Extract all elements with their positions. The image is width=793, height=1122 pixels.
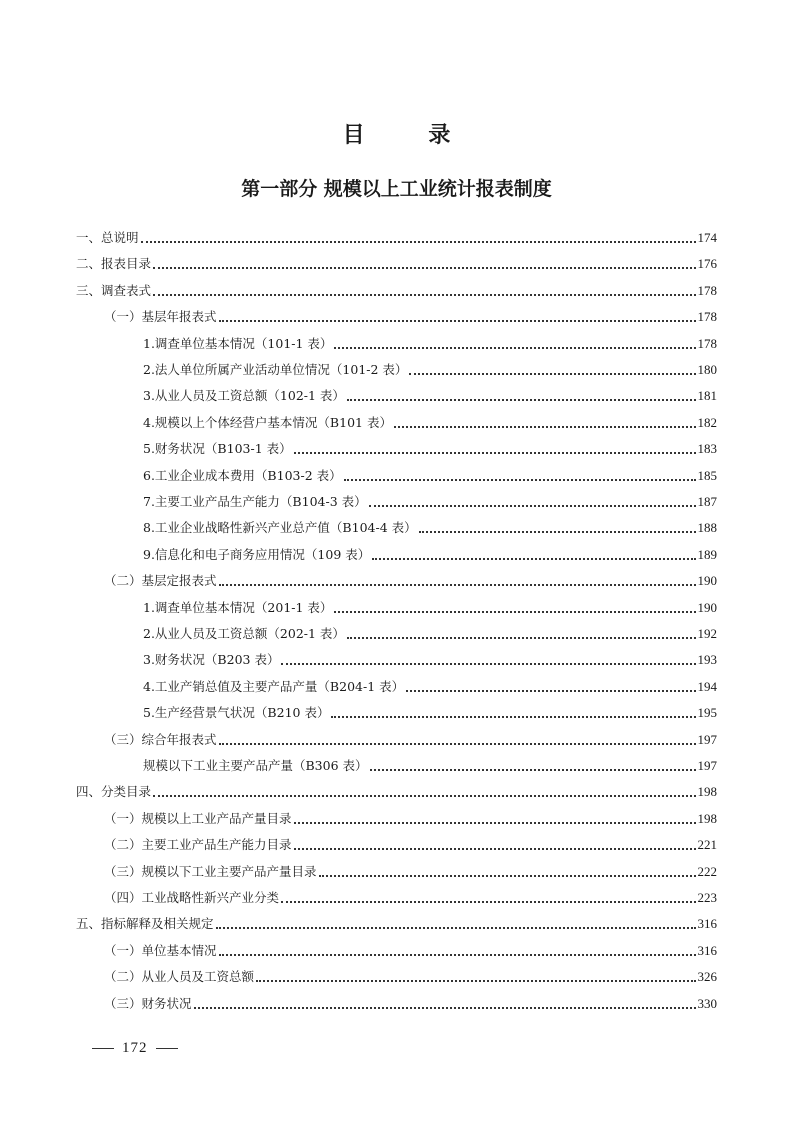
- toc-entry-label: （二）主要工业产品生产能力目录: [104, 837, 292, 853]
- toc-entry-page: 197: [697, 731, 717, 747]
- toc-leader-dots: [419, 531, 696, 533]
- toc-leader-dots: [219, 320, 696, 322]
- toc-entry[interactable]: [143, 677, 717, 697]
- toc-entry-page: 190: [697, 573, 717, 589]
- toc-entry[interactable]: [104, 571, 717, 591]
- toc-entry-page: 198: [697, 784, 717, 800]
- toc-leader-dots: [347, 399, 696, 401]
- toc-entry-page: 189: [697, 546, 717, 562]
- toc-entry-page: 198: [697, 810, 717, 826]
- page-title: 目 录: [342, 123, 479, 148]
- toc-entry-label: （二）基层定报表式: [104, 573, 217, 589]
- toc-leader-dots: [294, 452, 696, 454]
- toc-entry-page: 193: [697, 652, 717, 668]
- toc-entry-label: 9.信息化和电子商务应用情况（109 表）: [143, 546, 371, 562]
- toc-entry-page: 326: [697, 969, 717, 985]
- toc-entry[interactable]: [143, 492, 717, 512]
- toc-entry-page: 222: [697, 863, 717, 879]
- toc-entry-label: 3.财务状况（B203 表）: [143, 652, 280, 668]
- page-number: 172: [122, 1040, 148, 1056]
- toc-leader-dots: [372, 558, 695, 560]
- toc-entry-label: 1.调查单位基本情况（101-1 表）: [143, 335, 333, 351]
- toc-leader-dots: [344, 479, 696, 481]
- toc-leader-dots: [256, 980, 695, 982]
- toc-entry-label: 规模以下工业主要产品产量（B306 表）: [143, 758, 368, 773]
- toc-entry-page: 316: [697, 942, 717, 958]
- footer-dash-right: [156, 1048, 178, 1049]
- toc-leader-dots: [294, 822, 696, 824]
- toc-entry[interactable]: [143, 466, 717, 486]
- toc-leader-dots: [394, 426, 696, 428]
- toc-entry-page: 190: [697, 599, 717, 615]
- toc-leader-dots: [153, 795, 695, 797]
- toc-entry-page: 188: [697, 520, 717, 536]
- toc-entry[interactable]: [143, 518, 717, 538]
- toc-entry[interactable]: [104, 730, 717, 750]
- toc-entry-page: 183: [697, 441, 717, 457]
- toc-entry[interactable]: [143, 413, 717, 433]
- toc-entry[interactable]: [143, 598, 717, 618]
- part-title: 第一部分 规模以上工业统计报表制度: [241, 178, 552, 200]
- toc-entry[interactable]: [104, 307, 717, 327]
- toc-leader-dots: [219, 584, 696, 586]
- toc-entry-page: 180: [697, 362, 717, 377]
- toc-entry-label: （三）规模以下工业主要产品产量目录: [104, 863, 317, 879]
- toc-entry[interactable]: [143, 334, 717, 354]
- toc-entry-label: 5.生产经营景气状况（B210 表）: [143, 705, 330, 721]
- toc-leader-dots: [281, 663, 695, 665]
- page-footer: [84, 1040, 186, 1057]
- toc-entry-label: 4.工业产销总值及主要产品产量（B204-1 表）: [143, 678, 405, 694]
- toc-leader-dots: [369, 505, 696, 507]
- toc-entry[interactable]: [104, 994, 717, 1014]
- toc-entry-label: （三）综合年报表式: [104, 731, 217, 747]
- toc-leader-dots: [294, 848, 696, 850]
- toc-leader-dots: [219, 954, 696, 956]
- toc-entry-label: 2.从业人员及工资总额（202-1 表）: [143, 626, 345, 641]
- toc-entry-page: 174: [697, 230, 717, 245]
- toc-leader-dots: [219, 743, 696, 745]
- toc-entry[interactable]: [143, 650, 717, 670]
- toc-entry-label: （一）单位基本情况: [104, 942, 217, 958]
- toc-entry[interactable]: [143, 360, 717, 380]
- toc-entry-label: 三、调查表式: [76, 282, 152, 298]
- toc-leader-dots: [406, 690, 695, 692]
- toc-leader-dots: [347, 637, 696, 639]
- toc-entry-label: 四、分类目录: [76, 784, 152, 800]
- toc-entry[interactable]: [104, 835, 717, 855]
- toc-entry[interactable]: [104, 809, 717, 829]
- toc-entry-page: 223: [697, 890, 717, 905]
- toc-leader-dots: [153, 267, 695, 269]
- toc-entry-page: 197: [697, 758, 717, 773]
- toc-entry[interactable]: [104, 941, 717, 961]
- toc-entry-label: （四）工业战略性新兴产业分类: [104, 890, 280, 905]
- toc-entry[interactable]: [143, 439, 717, 459]
- toc-leader-dots: [141, 241, 696, 243]
- toc-entry-label: 五、指标解释及相关规定: [76, 916, 214, 932]
- toc-entry-label: 二、报表目录: [76, 256, 152, 272]
- toc-leader-dots: [334, 347, 695, 349]
- toc-leader-dots: [153, 294, 695, 296]
- toc-entry[interactable]: [143, 624, 717, 644]
- toc-entry-page: 187: [697, 494, 717, 509]
- toc-entry-page: 194: [697, 678, 717, 694]
- toc-entry-label: （一）规模以上工业产品产量目录: [104, 810, 292, 826]
- toc-entry-label: （二）从业人员及工资总额: [104, 969, 255, 985]
- toc-entry[interactable]: [143, 756, 717, 776]
- toc-entry-page: 185: [697, 467, 717, 483]
- toc-entry-page: 192: [697, 626, 717, 641]
- toc-entry[interactable]: [76, 254, 717, 274]
- toc-entry[interactable]: [143, 386, 717, 406]
- toc-leader-dots: [319, 875, 696, 877]
- toc-entry-label: 4.规模以上个体经营户基本情况（B101 表）: [143, 414, 392, 430]
- toc-entry[interactable]: [143, 703, 717, 723]
- toc-entry-page: 316: [697, 916, 717, 932]
- toc-leader-dots: [334, 611, 695, 613]
- toc-entry-label: 3.从业人员及工资总额（102-1 表）: [143, 388, 345, 404]
- toc-entry-page: 178: [697, 309, 717, 325]
- toc-entry[interactable]: [104, 888, 717, 908]
- toc-leader-dots: [216, 927, 696, 929]
- toc-entry[interactable]: [104, 862, 717, 882]
- toc-entry-page: 178: [697, 335, 717, 351]
- footer-dash-left: [92, 1048, 114, 1049]
- toc-entry[interactable]: [76, 914, 717, 934]
- toc-entry[interactable]: [104, 967, 717, 987]
- toc-entry-page: 181: [697, 388, 717, 404]
- toc-entry-label: （一）基层年报表式: [104, 309, 217, 325]
- toc-entry[interactable]: [143, 545, 717, 565]
- toc-entry-page: 182: [697, 414, 717, 430]
- toc-entry-page: 178: [697, 282, 717, 298]
- toc-entry[interactable]: [76, 782, 717, 802]
- toc-leader-dots: [194, 1007, 696, 1009]
- toc-entry-label: 8.工业企业战略性新兴产业总产值（B104-4 表）: [143, 520, 417, 536]
- toc-leader-dots: [281, 901, 695, 903]
- toc-entry-label: （三）财务状况: [104, 995, 192, 1011]
- toc-entry-label: 7.主要工业产品生产能力（B104-3 表）: [143, 494, 367, 509]
- toc-entry-page: 221: [697, 837, 717, 853]
- toc-entry-label: 6.工业企业成本费用（B103-2 表）: [143, 467, 342, 483]
- toc-leader-dots: [331, 716, 695, 718]
- toc-entry-label: 2.法人单位所属产业活动单位情况（101-2 表）: [143, 362, 408, 377]
- toc-entry[interactable]: [76, 228, 717, 248]
- toc-entry-label: 一、总说明: [76, 230, 139, 245]
- toc-entry[interactable]: [76, 281, 717, 301]
- toc-entry-page: 195: [697, 705, 717, 721]
- toc-leader-dots: [409, 373, 695, 375]
- toc-entry-label: 1.调查单位基本情况（201-1 表）: [143, 599, 333, 615]
- toc-entry-page: 176: [697, 256, 717, 272]
- toc-entry-page: 330: [697, 995, 717, 1011]
- toc-leader-dots: [370, 769, 696, 771]
- toc-entry-label: 5.财务状况（B103-1 表）: [143, 441, 292, 457]
